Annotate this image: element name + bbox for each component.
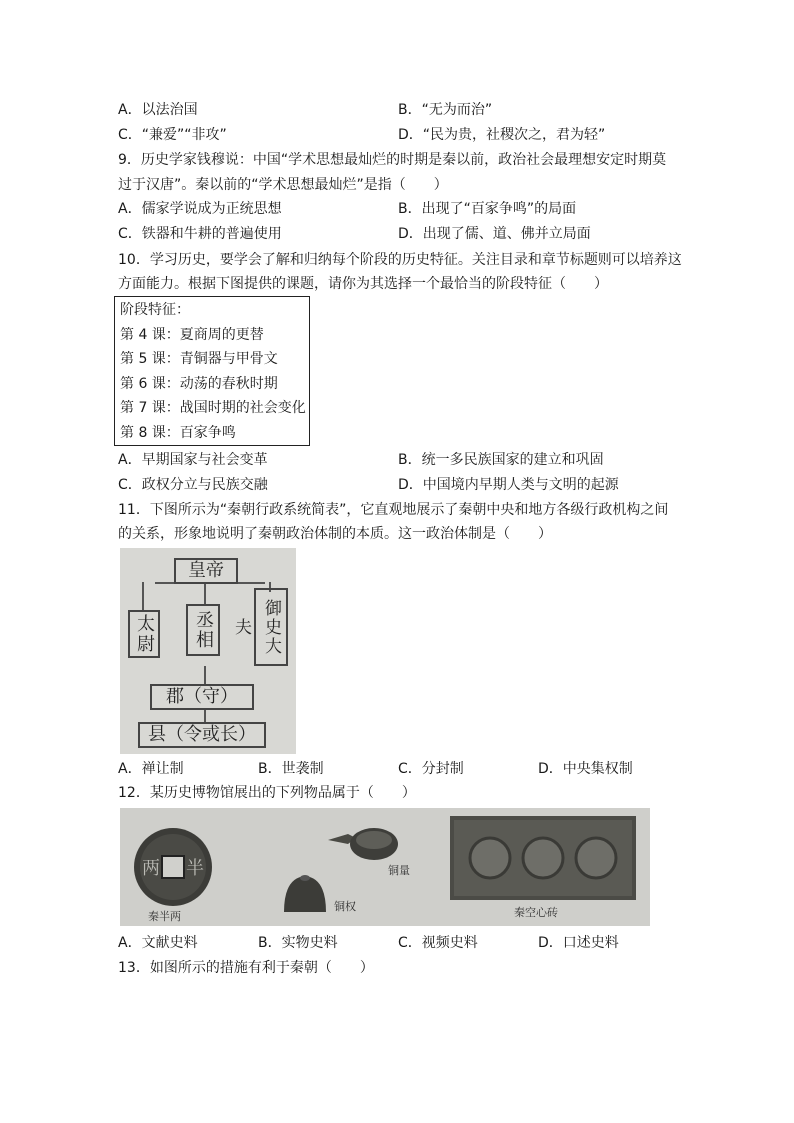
q11-stem-line2: 的关系，形象地说明了秦朝政治体制的本质。这一政治体制是（ ） [118,526,552,542]
lesson-item: 第 4 课：夏商周的更替 [120,327,264,343]
lesson-item: 第 6 课：动荡的春秋时期 [120,376,278,392]
q9-option-d: D．出现了儒、道、佛并立局面 [398,226,591,242]
q8-option-c: C．“兼爱”“非攻” [118,127,227,143]
q9-option-a: A．儒家学说成为正统思想 [118,201,282,217]
coin-char-left: 两 [142,858,160,879]
bronze-weight-image [280,872,330,916]
q10-option-d: D．中国境内早期人类与文明的起源 [398,477,619,493]
q11-option-b: B．世袭制 [258,761,324,777]
chengxiang-box: 丞相 [186,604,220,656]
xian-box: 县（令或长） [138,722,266,748]
q12-option-b: B．实物史料 [258,935,338,951]
q10-option-b: B．统一多民族国家的建立和巩固 [398,452,604,468]
q11-option-d: D．中央集权制 [538,761,633,777]
caption-weight: 铜权 [334,900,356,913]
q10-stem-line2: 方面能力。根据下图提供的课题，请你为其选择一个最恰当的阶段特征（ ） [118,276,608,292]
q10-option-c: C．政权分立与民族交融 [118,477,268,493]
bronze-measure-image [326,822,400,866]
q8-option-b: B．“无为而治” [398,102,493,118]
q12-option-d: D．口述史料 [538,935,619,951]
q13-stem: 13．如图所示的措施有利于秦朝（ ） [118,960,374,976]
banliang-coin-image [132,826,214,908]
qin-artifacts-photo [120,808,650,926]
lesson-item: 第 8 课：百家争鸣 [120,425,236,441]
q12-option-c: C．视频史料 [398,935,478,951]
emperor-box: 皇帝 [174,558,238,584]
connector-line [204,582,206,604]
hollow-brick-image [450,816,636,900]
caption-brick: 秦空心砖 [514,906,558,919]
yushi-dafu-box: 御史大夫 [254,588,288,666]
q11-option-c: C．分封制 [398,761,464,777]
connector-line [142,582,144,612]
qin-admin-chart [120,548,296,754]
q12-stem: 12．某历史博物馆展出的下列物品属于（ ） [118,785,416,801]
caption-measure: 铜量 [388,864,410,877]
q8-option-d: D．“民为贵，社稷次之，君为轻” [398,127,606,143]
q9-stem-line1: 9．历史学家钱穆说：中国“学术思想最灿烂的时期是秦以前，政治社会最理想安定时期莫 [118,152,667,168]
q10-stem-line1: 10．学习历史，要学会了解和归纳每个阶段的历史特征。关注目录和章节标题则可以培养这 [118,252,682,268]
q9-stem-line2: 过于汉唐”。秦以前的“学术思想最灿烂”是指（ ） [118,177,448,193]
lesson-item: 第 5 课：青铜器与甲骨文 [120,351,278,367]
lesson-item: 第 7 课：战国时期的社会变化 [120,400,306,416]
coin-char-right: 半 [186,858,204,879]
q11-stem-line1: 11．下图所示为“秦朝行政系统简表”，它直观地展示了秦朝中央和地方各级行政机构之间 [118,502,669,518]
q11-option-a: A．禅让制 [118,761,184,777]
q8-option-a: A．以法治国 [118,102,198,118]
stage-box-title: 阶段特征： [120,302,190,318]
q9-option-b: B．出现了“百家争鸣”的局面 [398,201,577,217]
caption-coin: 秦半两 [148,910,181,923]
jun-box: 郡（守） [150,684,254,710]
q12-option-a: A．文献史料 [118,935,198,951]
q9-option-c: C．铁器和牛耕的普遍使用 [118,226,282,242]
q10-option-a: A．早期国家与社会变革 [118,452,268,468]
stage-features-box [114,296,310,446]
connector-line [204,666,206,684]
taiwei-box: 太尉 [128,610,160,658]
connector-line [204,708,206,722]
